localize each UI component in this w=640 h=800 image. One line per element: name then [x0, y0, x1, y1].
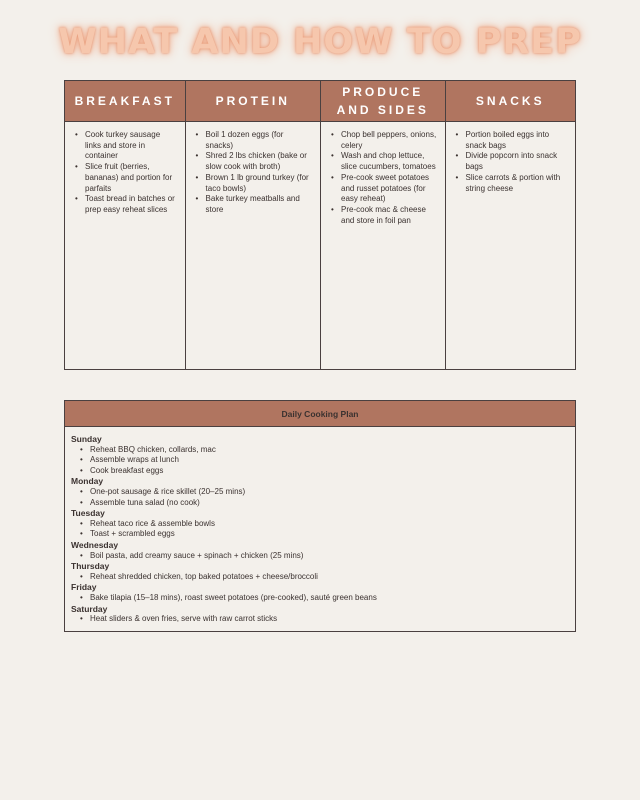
day-list [71, 572, 569, 583]
list-item: • One-pot sausage & rice skillet (20–25 mins) [90, 487, 569, 498]
day-thursday: Thursday [71, 561, 110, 572]
list-item: • Reheat taco rice & assemble bowls [90, 519, 569, 530]
column-header-protein: PROTEIN [186, 81, 320, 122]
column-breakfast [65, 81, 186, 369]
column-header-produce: PRODUCE AND SIDES [321, 81, 445, 122]
day-list [71, 519, 569, 540]
list-item: • Boil pasta, add creamy sauce + spinach + chicken (25 mins) [90, 551, 569, 562]
day-list [71, 614, 569, 625]
list-item: • Toast bread in batches or prep easy reheat slices [85, 194, 177, 215]
list-item: • Bake tilapia (15–18 mins), roast sweet potatoes (pre-cooked), sauté green beans [90, 593, 569, 604]
produce-list [327, 130, 437, 226]
list-item: • Pre-cook mac & cheese and store in foil pan [341, 205, 437, 226]
list-item: • Shred 2 lbs chicken (bake or slow cook with broth) [206, 151, 312, 172]
list-item: • Toast + scrambled eggs [90, 529, 569, 540]
list-item: • Wash and chop lettuce, slice cucumbers, tomatoes [341, 151, 437, 172]
day-list [71, 445, 569, 477]
list-item: • Cook breakfast eggs [90, 466, 569, 477]
column-protein [186, 81, 321, 369]
list-item: • Slice carrots & portion with string cheese [466, 173, 567, 194]
column-header-breakfast: BREAKFAST [65, 81, 185, 122]
list-item: • Slice fruit (berries, bananas) and portion for parfaits [85, 162, 177, 194]
list-item: • Heat sliders & oven fries, serve with raw carrot sticks [90, 614, 569, 625]
list-item: • Brown 1 lb ground turkey (for taco bowls) [206, 173, 312, 194]
list-item: • Portion boiled eggs into snack bags [466, 130, 567, 151]
list-item: • Pre-cook sweet potatoes and russet potatoes (for easy reheat) [341, 173, 437, 205]
day-list [71, 551, 569, 562]
day-friday: Friday [71, 582, 97, 593]
day-saturday: Saturday [71, 603, 108, 614]
day-list [71, 487, 569, 508]
plan-header: Daily Cooking Plan [65, 401, 575, 427]
day-sunday: Sunday [71, 434, 102, 444]
protein-list [192, 130, 312, 216]
page-title: WHAT AND HOW TO PREP [58, 22, 582, 62]
list-item: • Assemble wraps at lunch [90, 455, 569, 466]
day-list [71, 593, 569, 604]
column-snacks [446, 81, 575, 369]
day-tuesday: Tuesday [71, 508, 105, 519]
list-item: • Cook turkey sausage links and store in container [85, 130, 177, 162]
list-item: • Reheat BBQ chicken, collards, mac [90, 445, 569, 456]
list-item: • Bake turkey meatballs and store [206, 194, 312, 215]
day-monday: Monday [71, 476, 104, 487]
list-item: • Divide popcorn into snack bags [466, 151, 567, 172]
list-item: • Reheat shredded chicken, top baked potatoes + cheese/broccoli [90, 572, 569, 583]
breakfast-list [71, 130, 177, 216]
daily-cooking-plan [64, 400, 576, 632]
list-item: • Assemble tuna salad (no cook) [90, 498, 569, 509]
snacks-list [452, 130, 567, 194]
prep-table [64, 80, 576, 370]
list-item: • Boil 1 dozen eggs (for snacks) [206, 130, 312, 151]
day-wednesday: Wednesday [71, 539, 119, 550]
column-produce [321, 81, 446, 369]
column-header-snacks: SNACKS [446, 81, 575, 122]
list-item: • Chop bell peppers, onions, celery [341, 130, 437, 151]
